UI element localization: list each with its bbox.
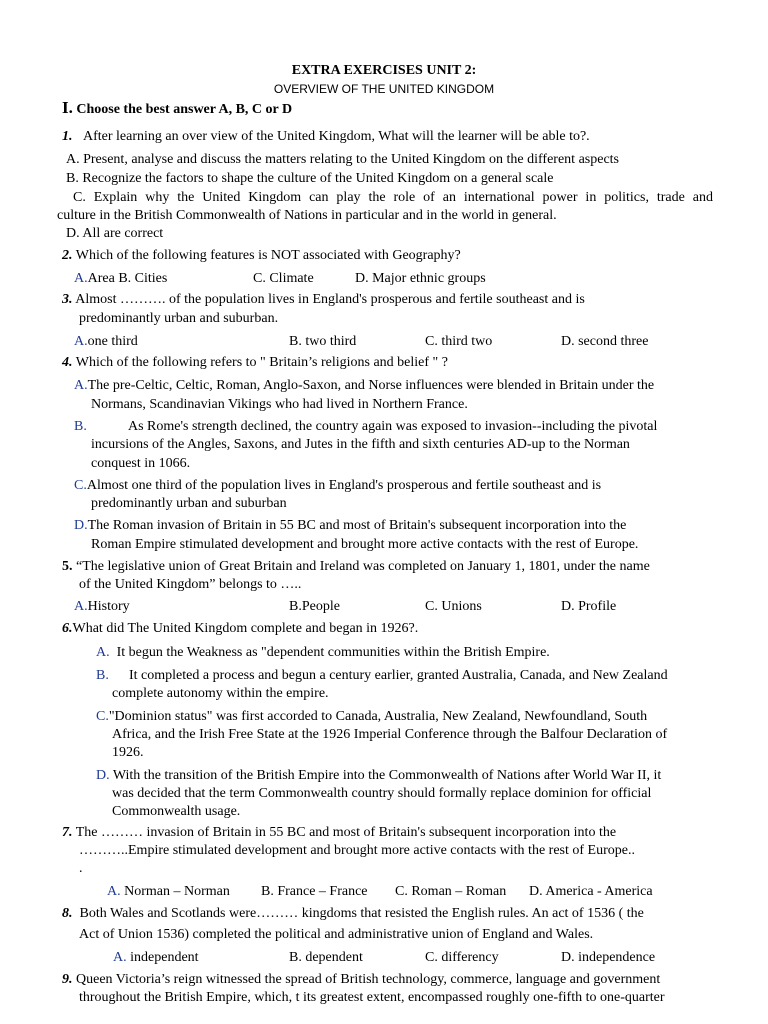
q7-option-d: D. America - America xyxy=(529,884,653,899)
q8-text-cont: Act of Union 1536) completed the political and administrative union of England and Wales. xyxy=(79,927,594,942)
question-text: “The legislative union of Great Britain and Ireland was completed on January 1, 1801, under the name xyxy=(76,559,650,574)
question-1 xyxy=(62,128,722,146)
q3-option-c: C. third two xyxy=(425,334,493,349)
option-text: Almost one third of the population lives in England's prosperous and fertile southeast and is xyxy=(86,478,602,493)
q7-option-b: B. France – France xyxy=(261,884,368,899)
page-subtitle: OVERVIEW OF THE UNITED KINGDOM xyxy=(273,82,495,96)
q2-option-c: C. Climate xyxy=(253,271,314,286)
q3-option-d: D. second three xyxy=(561,334,649,349)
section-instruction: Choose the best answer A, B, C or D xyxy=(72,102,293,117)
q1-option-c: C. Explain why the United Kingdom can play the role of an international power in politics, trade and xyxy=(73,190,713,205)
option-label: A. xyxy=(113,950,127,965)
option-label: C. xyxy=(74,478,87,493)
q4-option-b xyxy=(74,418,87,436)
q6-option-c-cont2: 1926. xyxy=(112,745,144,760)
question-text: Which of the following features is NOT associated with Geography? xyxy=(75,248,461,263)
question-8 xyxy=(62,905,722,923)
question-text: What did The United Kingdom complete and began in 1926?. xyxy=(72,621,419,636)
q4-option-c-cont: predominantly urban and suburban xyxy=(91,496,287,511)
question-7 xyxy=(62,824,722,842)
option-label: A. xyxy=(96,645,110,660)
question-number: 6. xyxy=(62,621,73,636)
q6-option-c-cont: Africa, and the Irish Free State at the 1926 Imperial Conference through the Balfour Declaration of xyxy=(112,727,668,742)
q8-option-b: B. dependent xyxy=(289,950,363,965)
q8-option-c: C. differency xyxy=(425,950,499,965)
q6-option-d-cont: was decided that the term Commonwealth country should formally replace dominion for official xyxy=(112,786,652,801)
question-4 xyxy=(62,354,722,372)
question-text: The ……… invasion of Britain in 55 BC and most of Britain's subsequent incorporation into the xyxy=(75,825,617,840)
option-text: History xyxy=(87,599,130,614)
q6-option-a xyxy=(96,644,550,662)
q4-option-a-cont: Normans, Scandinavian Vikings who had lived in Northern France. xyxy=(91,397,468,412)
q7-text-cont: ………..Empire stimulated development and brought more active contacts with the rest of Europe.. xyxy=(79,843,635,858)
q1-option-a: A. Present, analyse and discuss the matters relating to the United Kingdom on the different aspects xyxy=(66,152,619,167)
q8-option-d: D. independence xyxy=(561,950,656,965)
option-label: C. xyxy=(96,709,109,724)
q3-option-b: B. two third xyxy=(289,334,357,349)
option-text: It begun the Weakness as "dependent communities within the British Empire. xyxy=(116,645,550,660)
question-text: Both Wales and Scotlands were……… kingdoms that resisted the English rules. An act of 1536 ( the xyxy=(79,906,644,921)
option-text: With the transition of the British Empire into the Commonwealth of Nations after World War II, it xyxy=(112,768,662,783)
option-text: Area B. Cities xyxy=(87,271,168,286)
q6-option-b-text: It completed a process and begun a century earlier, granted Australia, Canada, and New Zealand xyxy=(129,668,668,683)
option-text: Norman – Norman xyxy=(124,884,230,899)
option-text: independent xyxy=(130,950,199,965)
q1-option-d: D. All are correct xyxy=(66,226,164,241)
question-2 xyxy=(62,247,722,265)
option-label: D. xyxy=(96,768,110,783)
q7-option-a xyxy=(107,883,230,901)
q6-option-c xyxy=(96,708,647,726)
q5-option-c: C. Unions xyxy=(425,599,482,614)
q3-option-a xyxy=(74,333,138,351)
option-text: The Roman invasion of Britain in 55 BC and most of Britain's subsequent incorporation into the xyxy=(87,518,627,533)
page-title: EXTRA EXERCISES UNIT 2: xyxy=(291,63,477,78)
q5-option-d: D. Profile xyxy=(561,599,617,614)
question-number: 2. xyxy=(62,248,73,263)
q6-option-d-cont2: Commonwealth usage. xyxy=(112,804,241,819)
question-number: 3. xyxy=(62,292,73,307)
question-number: 8. xyxy=(62,906,73,921)
option-label: A. xyxy=(74,378,88,393)
question-text: Which of the following refers to " Britain’s religions and belief " ? xyxy=(75,355,448,370)
q4-option-d-cont: Roman Empire stimulated development and brought more active contacts with the rest of Europe. xyxy=(91,537,639,552)
q5-text-cont: of the United Kingdom” belongs to ….. xyxy=(79,577,302,592)
option-label: A. xyxy=(74,599,88,614)
q2-option-d: D. Major ethnic groups xyxy=(355,271,486,286)
question-number: 7. xyxy=(62,825,73,840)
q7-text-cont2: . xyxy=(79,861,83,876)
q3-text-cont: predominantly urban and suburban. xyxy=(79,311,279,326)
q4-option-c xyxy=(74,477,601,495)
option-label: A. xyxy=(107,884,121,899)
section-number: I. xyxy=(62,98,73,117)
q4-option-a xyxy=(74,377,654,395)
q5-option-b: B.People xyxy=(289,599,340,614)
q1-option-b: B. Recognize the factors to shape the culture of the United Kingdom on a general scale xyxy=(66,171,554,186)
option-text: one third xyxy=(87,334,138,349)
q4-option-b-cont2: conquest in 1066. xyxy=(91,456,191,471)
question-text: Queen Victoria’s reign witnessed the spread of British technology, commerce, language and government xyxy=(76,972,661,987)
question-number: 9. xyxy=(62,972,73,987)
q1-option-c-cont: culture in the British Commonwealth of Nations in particular and in the world in general. xyxy=(57,208,557,223)
option-label: B. xyxy=(96,668,109,683)
option-text: The pre-Celtic, Celtic, Roman, Anglo-Saxon, and Norse influences were blended in Britain under the xyxy=(87,378,655,393)
option-label: A. xyxy=(74,334,88,349)
option-label: B. xyxy=(74,419,87,434)
question-5 xyxy=(62,558,722,576)
q4-option-b-cont: incursions of the Angles, Saxons, and Jutes in the fifth and sixth centuries AD-up to the Norman xyxy=(91,437,630,452)
q8-option-a xyxy=(113,949,199,967)
question-number: 4. xyxy=(62,355,73,370)
question-number: 1. xyxy=(62,129,73,144)
q9-text-cont: throughout the British Empire, which, t its greatest extent, encompassed roughly one-fifth to one-quarter xyxy=(79,990,665,1005)
q6-option-b xyxy=(96,667,109,685)
q2-option-a-b xyxy=(74,270,167,288)
question-text: After learning an over view of the United Kingdom, What will the learner will be able to?. xyxy=(83,129,590,144)
section-heading xyxy=(62,99,292,119)
q6-option-d xyxy=(96,767,661,785)
question-3 xyxy=(62,291,722,309)
q4-option-d xyxy=(74,517,626,535)
question-9 xyxy=(62,971,742,989)
question-6 xyxy=(62,620,722,638)
option-label: D. xyxy=(74,518,88,533)
q4-option-b-text: As Rome's strength declined, the country again was exposed to invasion--including the pivotal xyxy=(128,419,658,434)
question-number: 5. xyxy=(62,559,73,574)
q5-option-a xyxy=(74,598,130,616)
option-text: "Dominion status" was first accorded to Canada, Australia, New Zealand, Newfoundland, South xyxy=(108,709,648,724)
q6-option-b-cont: complete autonomy within the empire. xyxy=(112,686,329,701)
question-text: Almost ………. of the population lives in England's prosperous and fertile southeast and is xyxy=(75,292,585,307)
option-label: A. xyxy=(74,271,88,286)
q7-option-c: C. Roman – Roman xyxy=(395,884,507,899)
